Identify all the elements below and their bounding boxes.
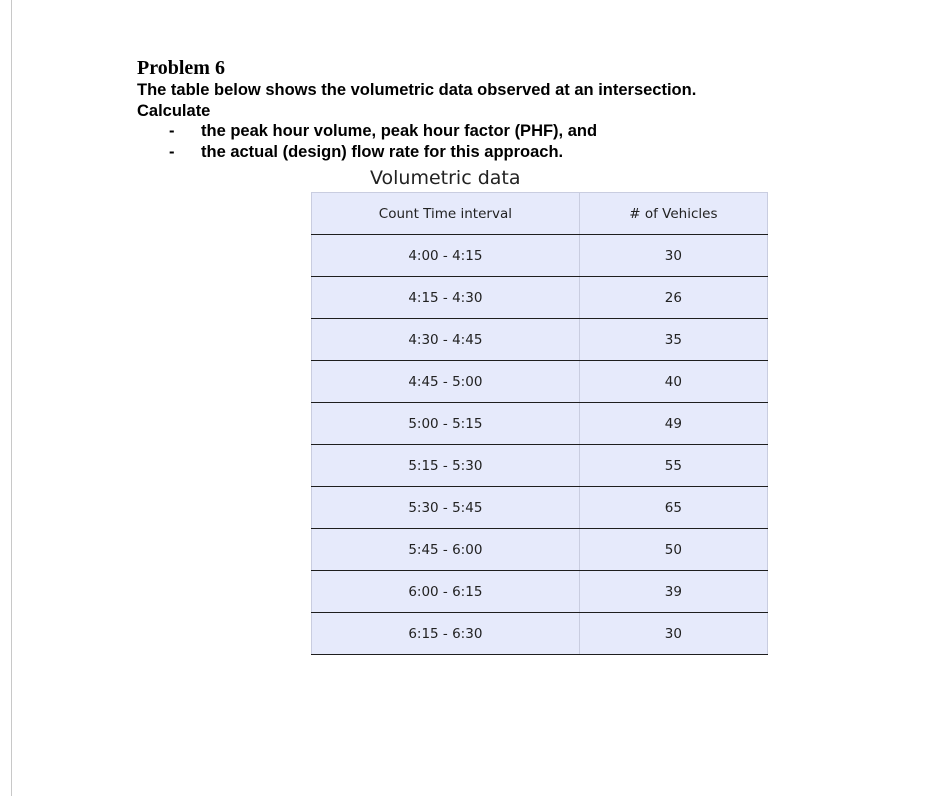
cell-vehicle-count: 65 xyxy=(579,487,767,529)
cell-time-interval: 5:30 - 5:45 xyxy=(312,487,580,529)
cell-time-interval: 4:30 - 4:45 xyxy=(312,319,580,361)
cell-time-interval: 4:00 - 4:15 xyxy=(312,235,580,277)
table-row xyxy=(312,571,768,613)
table-row xyxy=(312,487,768,529)
problem-intro xyxy=(137,80,696,122)
cell-time-interval: 5:15 - 5:30 xyxy=(312,445,580,487)
header-vehicle-count: # of Vehicles xyxy=(579,193,767,235)
cell-vehicle-count: 30 xyxy=(579,235,767,277)
cell-vehicle-count: 49 xyxy=(579,403,767,445)
cell-time-interval: 5:00 - 5:15 xyxy=(312,403,580,445)
cell-vehicle-count: 30 xyxy=(579,613,767,655)
problem-title: Problem 6 xyxy=(137,57,225,79)
table-row xyxy=(312,319,768,361)
cell-vehicle-count: 26 xyxy=(579,277,767,319)
bullet-dash: - xyxy=(169,143,175,161)
cell-vehicle-count: 50 xyxy=(579,529,767,571)
cell-vehicle-count: 39 xyxy=(579,571,767,613)
cell-time-interval: 5:45 - 6:00 xyxy=(312,529,580,571)
cell-vehicle-count: 35 xyxy=(579,319,767,361)
bullet-dash: - xyxy=(169,122,175,140)
cell-time-interval: 4:45 - 5:00 xyxy=(312,361,580,403)
table-row xyxy=(312,613,768,655)
table-row xyxy=(312,403,768,445)
header-time-interval: Count Time interval xyxy=(312,193,580,235)
task-text: the actual (design) flow rate for this approach. xyxy=(201,143,564,161)
table-row xyxy=(312,445,768,487)
table-row xyxy=(312,529,768,571)
cell-time-interval: 6:15 - 6:30 xyxy=(312,613,580,655)
cell-vehicle-count: 40 xyxy=(579,361,767,403)
task-text: the peak hour volume, peak hour factor (PHF), and xyxy=(201,122,598,140)
cell-vehicle-count: 55 xyxy=(579,445,767,487)
table-caption: Volumetric data xyxy=(370,167,521,189)
cell-time-interval: 4:15 - 4:30 xyxy=(312,277,580,319)
table-row xyxy=(312,235,768,277)
intro-sentence: The table below shows the volumetric data observed at an intersection. xyxy=(137,81,697,99)
cell-time-interval: 6:00 - 6:15 xyxy=(312,571,580,613)
page-margin-line xyxy=(11,0,12,796)
table-row xyxy=(312,361,768,403)
table-header-row xyxy=(312,193,768,235)
intro-calculate: Calculate xyxy=(137,102,211,120)
volumetric-data-table xyxy=(311,192,768,655)
table-row xyxy=(312,277,768,319)
